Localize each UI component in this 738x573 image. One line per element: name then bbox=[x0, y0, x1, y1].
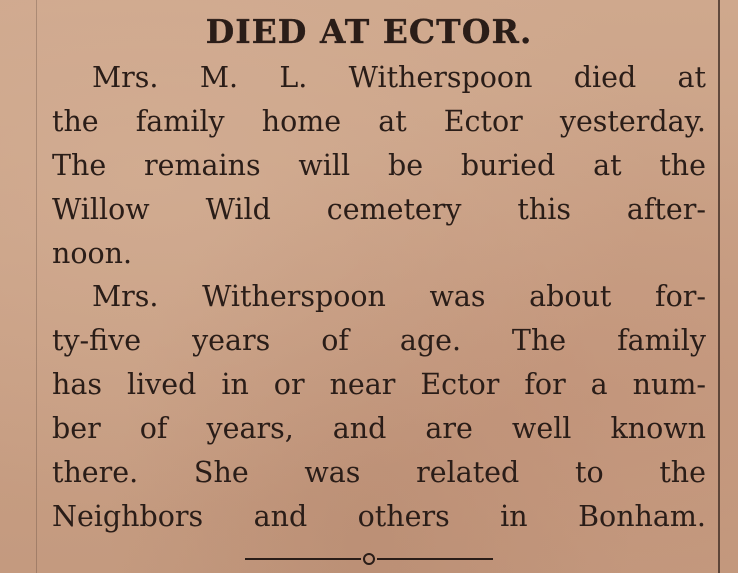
paragraph-1-line-5: noon. bbox=[52, 236, 133, 270]
column-rule-left bbox=[36, 0, 37, 573]
paragraph-2-line-1: Mrs. Witherspoon was about for- bbox=[92, 280, 706, 314]
ornament-circle-icon bbox=[245, 553, 493, 565]
paragraph-2-line-3: has lived in or near Ector for a num- bbox=[52, 368, 706, 402]
paragraph-1-line-2: the family home at Ector yesterday. bbox=[52, 104, 706, 138]
article-body bbox=[52, 56, 706, 539]
paragraph-1-line-1: Mrs. M. L. Witherspoon died at bbox=[92, 61, 706, 94]
column-rule-right bbox=[718, 0, 720, 573]
article-headline: DIED AT ECTOR. bbox=[205, 12, 533, 51]
paragraph-2-line-6: Neighbors and others in Bonham. bbox=[52, 499, 706, 533]
paragraph-1-line-4: Willow Wild cemetery this after- bbox=[52, 192, 706, 226]
paragraph-1-line-3: The remains will be buried at the bbox=[52, 148, 706, 182]
end-ornament-rule bbox=[245, 553, 493, 565]
paragraph-2-line-2: ty-five years of age. The family bbox=[52, 324, 706, 358]
paragraph-2-line-5: there. She was related to the bbox=[52, 456, 706, 490]
paragraph-2-line-4: ber of years, and are well known bbox=[52, 412, 706, 446]
